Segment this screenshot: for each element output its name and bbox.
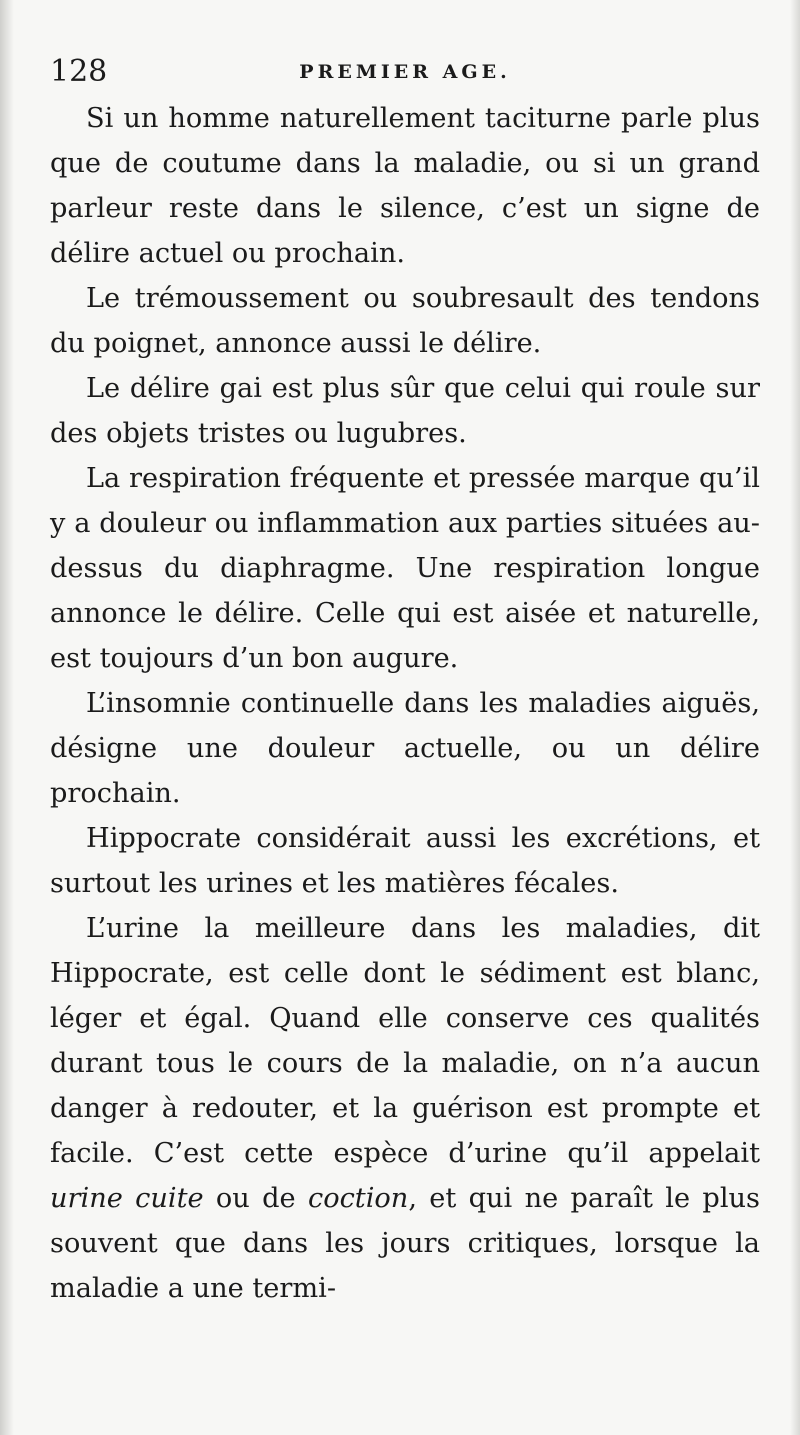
italic-term-coction: coction bbox=[307, 1183, 409, 1214]
paragraph-respiration: La respiration fréquente et pressée marque qu’il y a douleur ou inflammation aux parties situées au-dessus du diaphragme. Une respiration longue annonce le délire. Celle qui est aisée et naturelle, est toujours d’un bon augure. bbox=[50, 463, 760, 674]
paragraph-insomnia: L’insomnie continuelle dans les maladies aiguës, désigne une douleur actuelle, ou un délire prochain. bbox=[50, 688, 760, 809]
paragraph-excretions: Hippocrate considérait aussi les excrétions, et surtout les urines et les matières fécales. bbox=[50, 823, 760, 899]
paragraph-tendons: Le trémoussement ou soubresault des tendons du poignet, annonce aussi le délire. bbox=[50, 283, 760, 359]
urine-text-start: L’urine la meilleure dans les maladies, dit Hippocrate, est celle dont le sédiment est blanc, léger et égal. Quand elle conserve ces qualités durant tous le cours de la maladie, on n’a aucun danger à redouter, et la guérison est prompte et facile. C’est cette espèce d’urine qu’il appelait bbox=[50, 913, 760, 1169]
page-header bbox=[50, 52, 760, 92]
running-title: PREMIER AGE. bbox=[299, 61, 511, 83]
urine-text-end: , et qui ne paraît le plus souvent que dans les jours critiques, lorsque la maladie a une termi- bbox=[50, 1183, 760, 1304]
page-number: 128 bbox=[50, 54, 108, 89]
body-text bbox=[50, 96, 760, 1311]
paragraph-delirium-silence: Si un homme naturellement taciturne parle plus que de coutume dans la maladie, ou si un grand parleur reste dans le silence, c’est un signe de délire actuel ou prochain. bbox=[50, 103, 760, 269]
italic-term-urine-cuite: urine cuite bbox=[50, 1183, 204, 1214]
paragraph-gay-delirium: Le délire gai est plus sûr que celui qui roule sur des objets tristes ou lugubres. bbox=[50, 373, 760, 449]
urine-text-middle: ou de bbox=[203, 1183, 308, 1214]
paragraph-urine bbox=[50, 906, 760, 1311]
